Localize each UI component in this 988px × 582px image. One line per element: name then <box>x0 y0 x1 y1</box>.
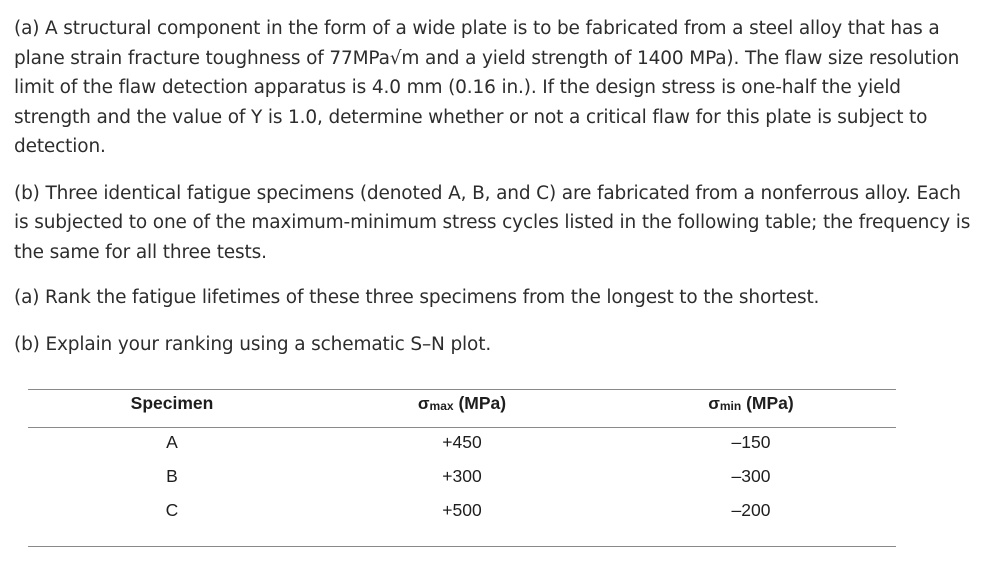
header-sigma-max <box>418 393 506 414</box>
header-unit: (MPa) <box>458 393 507 413</box>
part-b-paragraph: (b) Three identical fatigue specimens (denoted A, B, and C) are fabricated from a nonferrous alloy. Each is subjected to one of the maximum-minimum stress cycles listed in the following table; the frequency is the same for all three tests. <box>14 182 971 263</box>
header-specimen: Specimen <box>130 393 214 413</box>
table-row <box>28 498 896 532</box>
table-body <box>28 428 896 546</box>
min-subscript: min <box>719 399 742 413</box>
sigma-min-cell: –200 <box>731 500 771 520</box>
table-header-row <box>28 390 896 427</box>
specimen-cell: B <box>166 466 178 486</box>
sigma-symbol: σ <box>708 394 720 413</box>
max-subscript: max <box>429 399 454 413</box>
sigma-max-cell: +450 <box>442 432 482 452</box>
specimen-cell: A <box>166 432 178 452</box>
sigma-min-cell: –300 <box>731 466 771 486</box>
problem-text <box>14 14 979 359</box>
table-bottom-rule <box>28 546 896 547</box>
sigma-min-cell: –150 <box>731 432 771 452</box>
sigma-symbol: σ <box>417 394 430 413</box>
question-a: (a) Rank the fatigue lifetimes of these three specimens from the longest to the shortest. <box>14 287 820 308</box>
stress-cycle-table <box>28 389 896 547</box>
header-unit: (MPa) <box>746 393 794 413</box>
specimen-cell: C <box>165 500 179 520</box>
question-b: (b) Explain your ranking using a schematic S–N plot. <box>14 333 492 355</box>
table-row <box>28 430 896 464</box>
part-a-paragraph: (a) A structural component in the form of a wide plate is to be fabricated from a steel alloy that has a plane strain fracture toughness of 77MPa√m and a yield strength of 1400 MPa). The flaw size resolution limit of the flaw detection apparatus is 4.0 mm (0.16 in.). If the design stress is one-half the yield strength and the value of Y is 1.0, determine whether or not a critical flaw for this plate is subject to detection. <box>14 18 960 157</box>
table-row <box>28 464 896 498</box>
sigma-max-cell: +500 <box>442 500 482 520</box>
sigma-max-cell: +300 <box>442 466 482 486</box>
header-sigma-min <box>708 393 794 414</box>
